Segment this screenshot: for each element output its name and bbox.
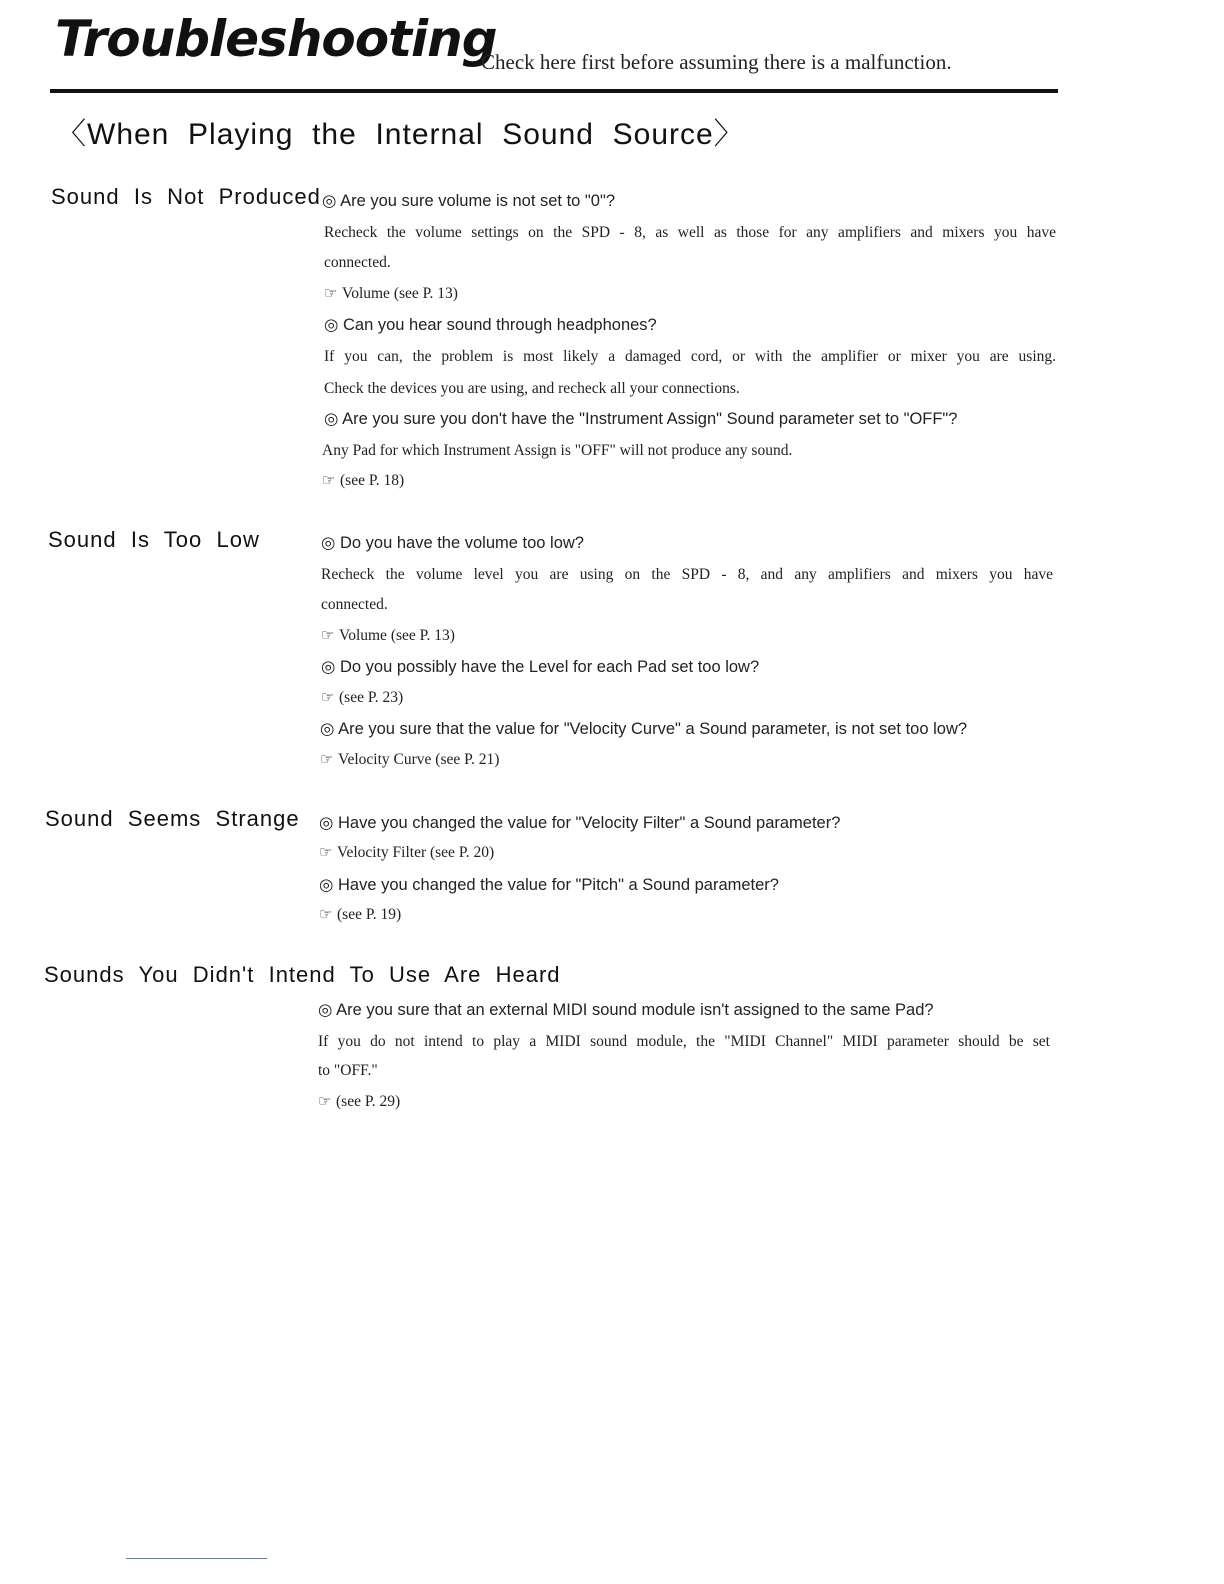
page-reference: ☞ (see P. 19): [319, 906, 402, 923]
question: ◎ Are you sure you don't have the "Instrument Assign" Sound parameter set to "OFF"?: [324, 410, 958, 428]
pointing-hand-icon: ☞: [321, 690, 335, 706]
group-title: Sound Seems Strange: [45, 806, 300, 831]
pointing-hand-icon: ☞: [321, 628, 335, 644]
explanation: Any Pad for which Instrument Assign is "OFF" will not produce any sound.: [322, 442, 793, 459]
title-rule: [50, 89, 1058, 93]
explanation: to "OFF.": [318, 1062, 378, 1079]
explanation: connected.: [321, 596, 388, 613]
page-reference: ☞ Volume (see P. 13): [321, 627, 455, 644]
page-reference: ☞ (see P. 18): [322, 472, 405, 489]
group-title: Sound Is Not Produced: [51, 184, 321, 209]
page-title: Troubleshooting: [55, 10, 497, 68]
page-reference: ☞ Velocity Filter (see P. 20): [319, 844, 495, 861]
page-reference: ☞ (see P. 29): [318, 1093, 401, 1110]
pointing-hand-icon: ☞: [320, 752, 334, 768]
question: ◎ Are you sure that the value for "Velocity Curve" a Sound parameter, is not set too low?: [320, 720, 968, 738]
question: ◎ Do you possibly have the Level for each Pad set too low?: [321, 658, 760, 676]
pointing-hand-icon: ☞: [319, 845, 333, 861]
footer-rule: [126, 1558, 267, 1559]
section-heading: 〈When Playing the Internal Sound Source〉: [56, 118, 745, 151]
page-reference: ☞ (see P. 23): [321, 689, 404, 706]
explanation: Recheck the volume level you are using on the SPD - 8, and any amplifiers and mixers you have: [321, 566, 1053, 583]
explanation: Recheck the volume settings on the SPD - 8, as well as those for any amplifiers and mixers you have: [324, 224, 1056, 241]
question: ◎ Can you hear sound through headphones?: [324, 316, 657, 334]
pointing-hand-icon: ☞: [324, 286, 338, 302]
question: ◎ Do you have the volume too low?: [321, 534, 584, 552]
explanation: If you do not intend to play a MIDI sound module, the "MIDI Channel" MIDI parameter should be set: [318, 1033, 1050, 1050]
page-reference: ☞ Velocity Curve (see P. 21): [320, 751, 500, 768]
pointing-hand-icon: ☞: [319, 907, 333, 923]
question: ◎ Have you changed the value for "Pitch" a Sound parameter?: [319, 876, 779, 894]
page-reference: ☞ Volume (see P. 13): [324, 285, 458, 302]
group-title: Sound Is Too Low: [48, 527, 260, 552]
page-subtitle: Check here first before assuming there is a malfunction.: [481, 50, 952, 74]
question: ◎ Have you changed the value for "Velocity Filter" a Sound parameter?: [319, 814, 841, 832]
group-title: Sounds You Didn't Intend To Use Are Heard: [44, 962, 561, 987]
question: ◎ Are you sure volume is not set to "0"?: [322, 192, 616, 210]
explanation: Check the devices you are using, and recheck all your connections.: [324, 380, 740, 397]
explanation: If you can, the problem is most likely a damaged cord, or with the amplifier or mixer you are using.: [324, 348, 1056, 365]
pointing-hand-icon: ☞: [318, 1094, 332, 1110]
pointing-hand-icon: ☞: [322, 473, 336, 489]
question: ◎ Are you sure that an external MIDI sound module isn't assigned to the same Pad?: [318, 1001, 934, 1019]
explanation: connected.: [324, 254, 391, 271]
